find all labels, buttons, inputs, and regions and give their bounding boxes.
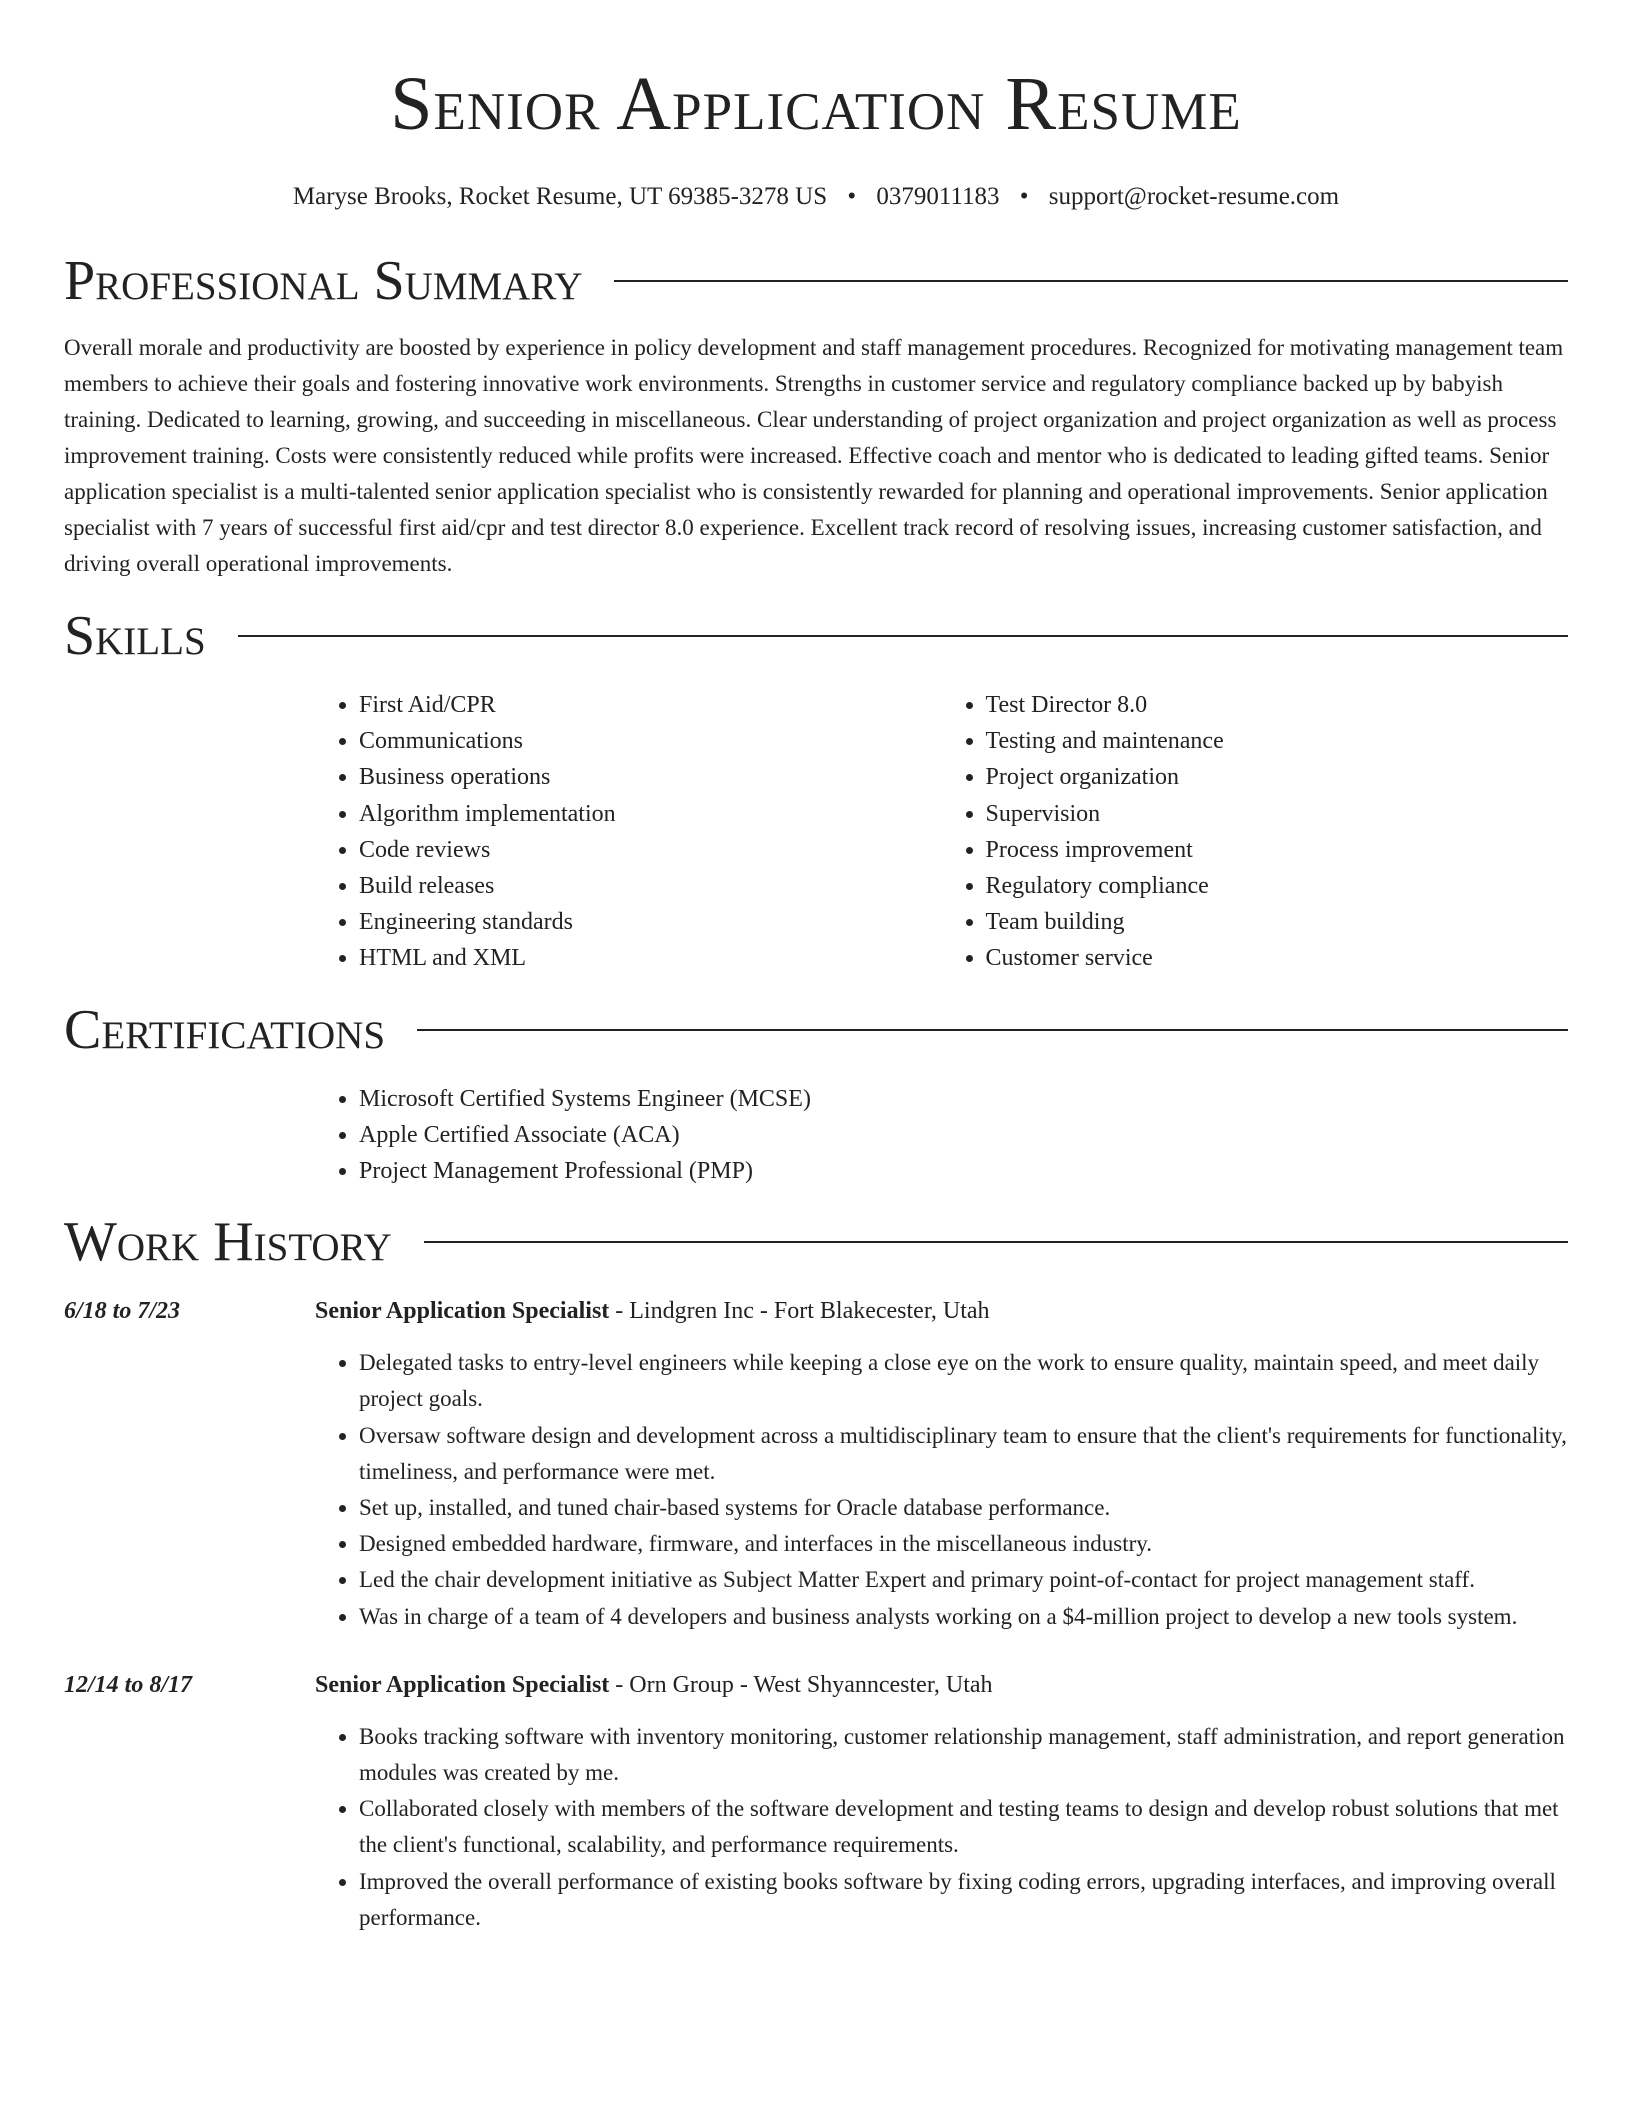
job-bullet: • Led the chair development initiative as Subject Matter Expert and primary point-of-contact for project management staff. (359, 1562, 1568, 1598)
job-entry (64, 1667, 1568, 1936)
certification-item: • Project Management Professional (PMP) (359, 1153, 1568, 1189)
job-entry (64, 1293, 1568, 1635)
job-bullets (315, 1719, 1568, 1936)
summary-header (64, 246, 1568, 316)
contact-phone: 0379011183 (876, 183, 1000, 210)
job-bullets (315, 1345, 1568, 1635)
skill-item: • Code reviews (359, 832, 942, 868)
summary-section (64, 246, 1568, 582)
job-title: Senior Application Specialist (315, 1298, 610, 1325)
summary-heading: Professional Summary (64, 250, 583, 312)
job-header (315, 1293, 1568, 1329)
section-divider (238, 635, 1568, 637)
work-history-heading: Work History (64, 1211, 392, 1274)
skill-item: • HTML and XML (359, 940, 942, 976)
certification-item: • Microsoft Certified Systems Engineer (MCSE) (359, 1081, 1568, 1117)
section-divider (424, 1241, 1568, 1243)
certifications-section (64, 995, 1568, 1190)
job-company: - Lindgren Inc - Fort Blakecester, Utah (609, 1298, 990, 1325)
work-history-section (64, 1207, 1568, 1936)
contact-separator: • (847, 183, 857, 210)
job-details (315, 1667, 1568, 1936)
job-date: 6/18 to 7/23 (64, 1298, 181, 1325)
skills-column-left (315, 687, 942, 977)
summary-text: Overall morale and productivity are boosted by experience in policy development and staff management procedures. Recognized for motivating management team members to achieve their goals and fostering innovative work environments. Strengths in customer service and regulatory compliance backed up by babyish training. Dedicated to learning, growing, and succeeding in miscellaneous. Clear understanding of project organization and project organization as well as process improvement training. Costs were consistently reduced while profits were increased. Effective coach and mentor who is dedicated to leading gifted teams. Senior application specialist is a multi-talented senior application specialist who is consistently rewarded for planning and operational improvements. Senior application specialist with 7 years of successful first aid/cpr and test director 8.0 experience. Excellent track record of resolving issues, increasing customer satisfaction, and driving overall operational improvements. (64, 335, 1564, 576)
skills-heading: Skills (64, 605, 206, 667)
certification-item: • Apple Certified Associate (ACA) (359, 1117, 1568, 1153)
skill-item: • Test Director 8.0 (986, 687, 1569, 723)
skill-item: • Testing and maintenance (986, 723, 1569, 759)
job-bullet: • Improved the overall performance of existing books software by fixing coding errors, upgrading interfaces, and improving overall performance. (359, 1864, 1568, 1936)
contact-email: support@rocket-resume.com (1048, 183, 1340, 210)
section-divider (417, 1029, 1568, 1031)
skill-item: • Communications (359, 723, 942, 759)
resume-title: Senior Application Resume (390, 62, 1242, 146)
contact-address: Maryse Brooks, Rocket Resume, UT 69385-3278 US (292, 183, 828, 210)
skill-item: • Customer service (986, 940, 1569, 976)
skills-list (315, 687, 1568, 977)
skills-section (64, 601, 1568, 977)
certifications-heading: Certifications (64, 998, 386, 1061)
skills-column-right (942, 687, 1569, 977)
skill-item: • First Aid/CPR (359, 687, 942, 723)
skill-item: • Engineering standards (359, 904, 942, 940)
job-bullet: • Delegated tasks to entry-level engineers while keeping a close eye on the work to ensure quality, maintain speed, and meet daily project goals. (359, 1345, 1568, 1417)
certifications-list (315, 1081, 1568, 1190)
contact-line (64, 182, 1568, 212)
skill-item: • Team building (986, 904, 1569, 940)
section-divider (614, 280, 1568, 282)
skill-item: • Regulatory compliance (986, 868, 1569, 904)
skill-item: • Build releases (359, 868, 942, 904)
job-date: 12/14 to 8/17 (64, 1671, 193, 1698)
job-details (315, 1293, 1568, 1635)
work-history-header (64, 1207, 1568, 1277)
job-bullet: • Collaborated closely with members of the software development and testing teams to design and develop robust solutions that met the client's functional, scalability, and performance requirements. (359, 1791, 1568, 1863)
skill-item: • Algorithm implementation (359, 796, 942, 832)
skill-item: • Process improvement (986, 832, 1569, 868)
skill-item: • Supervision (986, 796, 1569, 832)
job-bullet: • Designed embedded hardware, firmware, and interfaces in the miscellaneous industry. (359, 1526, 1568, 1562)
job-company: - Orn Group - West Shyanncester, Utah (609, 1671, 993, 1698)
job-bullet: • Oversaw software design and development across a multidisciplinary team to ensure that the client's requirements for functionality, timeliness, and performance were met. (359, 1418, 1568, 1490)
skill-item: • Project organization (986, 759, 1569, 795)
contact-separator: • (1019, 183, 1029, 210)
skill-item: • Business operations (359, 759, 942, 795)
job-bullet: • Set up, installed, and tuned chair-based systems for Oracle database performance. (359, 1490, 1568, 1526)
certifications-header (64, 995, 1568, 1065)
job-bullet: • Books tracking software with inventory monitoring, customer relationship management, staff administration, and report generation modules was created by me. (359, 1719, 1568, 1791)
job-bullet: • Was in charge of a team of 4 developers and business analysts working on a $4-million project to develop a new tools system. (359, 1599, 1568, 1635)
job-header (315, 1667, 1568, 1703)
job-title: Senior Application Specialist (315, 1671, 610, 1698)
skills-header (64, 601, 1568, 671)
